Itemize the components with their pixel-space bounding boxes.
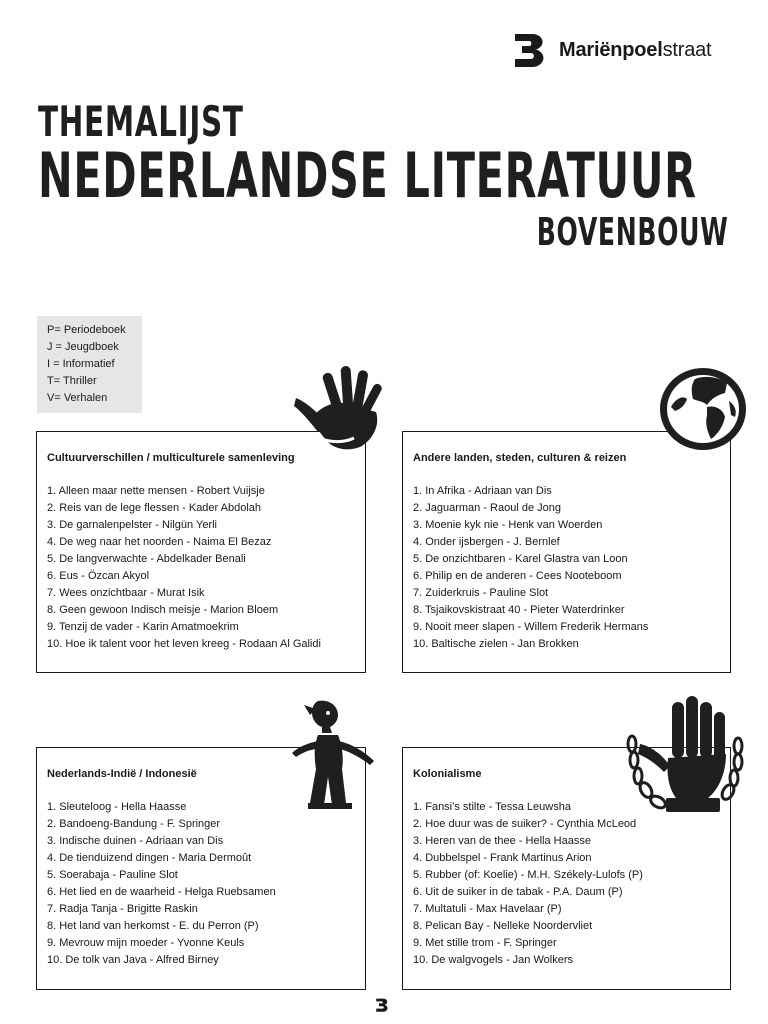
book-item: 6. Uit de suiker in de tabak - P.A. Daum (P) (413, 886, 623, 898)
theme-box-travel (402, 431, 731, 673)
book-item: 6. Philip en de anderen - Cees Nooteboom (413, 570, 622, 582)
legend-item: J = Jeugdboek (47, 341, 119, 353)
book-item: 6. Het lied en de waarheid - Helga Ruebsamen (47, 886, 276, 898)
book-item: 8. Pelican Bay - Nelleke Noordervliet (413, 920, 593, 932)
brand-name-bold: Mariënpoel (559, 38, 663, 61)
legend-item: V= Verhalen (47, 392, 108, 404)
book-item: 4. Onder ijsbergen - J. Bernlef (413, 536, 560, 548)
book-item: 9. Met stille trom - F. Springer (413, 937, 557, 949)
title-line-3: BOVENBOUW (536, 210, 728, 254)
book-item: 8. Geen gewoon Indisch meisje - Marion Bloem (47, 604, 279, 616)
hand-icon (292, 362, 388, 454)
title-line-1: THEMALIJST (38, 97, 244, 146)
book-item: 2. Reis van de lege flessen - Kader Abdolah (47, 502, 262, 514)
book-item: 8. Tsjaikovskistraat 40 - Pieter Waterdrinker (413, 604, 625, 616)
book-item: 3. De garnalenpelster - Nilgün Yerli (47, 519, 217, 531)
book-list (413, 799, 730, 969)
book-item: 10. Hoe ik talent voor het leven kreeg - Rodaan Al Galidi (47, 638, 321, 650)
brand-name-regular: straat (662, 38, 712, 61)
book-item: 2. Hoe duur was de suiker? - Cynthia McLeod (413, 818, 637, 830)
book-item: 10. De walgvogels - Jan Wolkers (413, 954, 573, 966)
book-list (413, 483, 730, 653)
book-item: 4. De weg naar het noorden - Naima El Bezaz (47, 536, 272, 548)
title-line-2: NEDERLANDSE LITERATUUR (38, 139, 697, 212)
theme-title: Cultuurverschillen / multiculturele samenleving (47, 452, 295, 464)
book-item: 1. Sleuteloog - Hella Haasse (47, 801, 187, 813)
book-item: 5. De langverwachte - Abdelkader Benali (47, 553, 246, 565)
book-item: 1. Fansi’s stilte - Tessa Leuwsha (413, 801, 571, 813)
book-item: 3. Moenie kyk nie - Henk van Woerden (413, 519, 603, 531)
theme-title: Nederlands-Indië / Indonesië (47, 768, 197, 780)
book-item: 1. Alleen maar nette mensen - Robert Vuijsje (47, 485, 265, 497)
book-item: 2. Jaguarman - Raoul de Jong (413, 502, 561, 514)
book-list (47, 483, 365, 653)
book-item: 3. Indische duinen - Adriaan van Dis (47, 835, 224, 847)
theme-title: Kolonialisme (413, 768, 482, 780)
book-item: 7. Zuiderkruis - Pauline Slot (413, 587, 549, 599)
book-item: 8. Het land van herkomst - E. du Perron (P) (47, 920, 259, 932)
legend-item: P= Periodeboek (47, 324, 126, 336)
brand-logo (512, 30, 711, 70)
book-item: 3. Heren van de thee - Hella Haasse (413, 835, 591, 847)
book-item: 7. Multatuli - Max Havelaar (P) (413, 903, 562, 915)
wayang-puppet-icon (288, 697, 384, 819)
marienpoelstraat-logo-icon (512, 30, 552, 70)
legend-box (37, 316, 142, 413)
book-item: 4. Dubbelspel - Frank Martinus Arion (413, 852, 592, 864)
book-item: 9. Nooit meer slapen - Willem Frederik Hermans (413, 621, 649, 633)
book-item: 7. Radja Tanja - Brigitte Raskin (47, 903, 198, 915)
book-item: 10. De tolk van Java - Alfred Birney (47, 954, 219, 966)
book-item: 9. Mevrouw mijn moeder - Yvonne Keuls (47, 937, 245, 949)
chained-hand-icon (622, 694, 750, 818)
theme-title: Andere landen, steden, culturen & reizen (413, 452, 627, 464)
book-item: 7. Wees onzichtbaar - Murat Isik (47, 587, 205, 599)
globe-icon (657, 365, 749, 453)
legend-item: I = Informatief (47, 358, 115, 370)
book-item: 6. Eus - Özcan Akyol (47, 570, 150, 582)
legend-item: T= Thriller (47, 375, 97, 387)
book-item: 5. Rubber (of: Koelie) - M.H. Székely-Lulofs (P) (413, 869, 643, 881)
book-item: 1. In Afrika - Adriaan van Dis (413, 485, 552, 497)
book-item: 9. Tenzij de vader - Karin Amatmoekrim (47, 621, 239, 633)
book-item: 5. De onzichtbaren - Karel Glastra van Loon (413, 553, 628, 565)
book-item: 4. De tienduizend dingen - Maria Dermoût (47, 852, 252, 864)
footer-logo-icon (375, 997, 391, 1013)
book-list (47, 799, 365, 969)
brand-name (559, 39, 711, 62)
book-item: 2. Bandoeng-Bandung - F. Springer (47, 818, 221, 830)
book-item: 5. Soerabaja - Pauline Slot (47, 869, 178, 881)
book-item: 10. Baltische zielen - Jan Brokken (413, 638, 579, 650)
theme-box-culture (36, 431, 366, 673)
